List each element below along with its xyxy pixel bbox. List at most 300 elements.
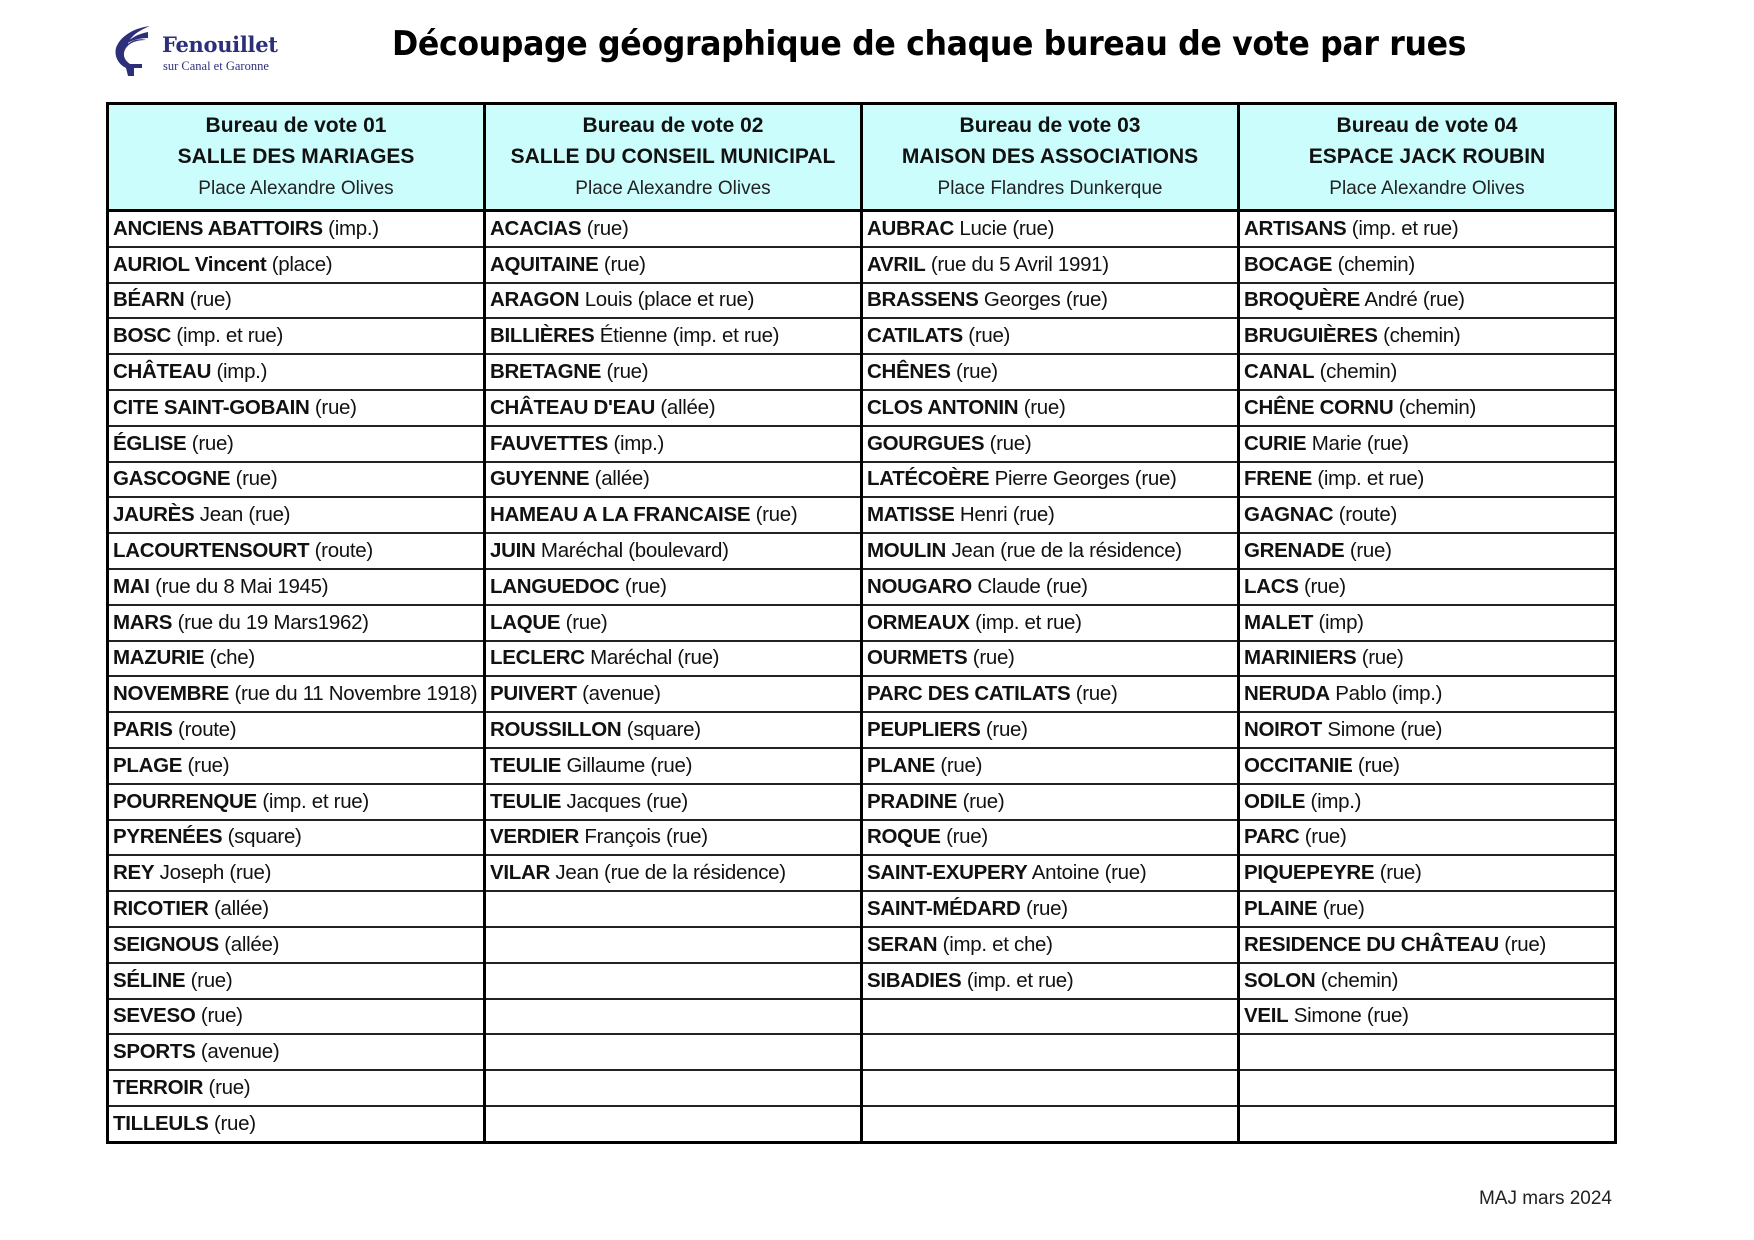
street-cell (108, 784, 485, 820)
table-body (108, 211, 1616, 1143)
street-type: (chemin) (1314, 360, 1397, 384)
street-cell (862, 784, 1239, 820)
street-type: (rue) (182, 753, 230, 777)
street-name: BRASSENS (867, 288, 979, 312)
street-name: VERDIER (490, 825, 580, 849)
table-row (108, 1070, 1616, 1106)
street-cell (108, 641, 485, 677)
street-cell (485, 318, 862, 354)
street-name: GASCOGNE (113, 467, 231, 491)
street-name: SOLON (1244, 968, 1316, 992)
street-cell (1239, 999, 1616, 1035)
street-cell (1239, 354, 1616, 390)
street-cell (108, 927, 485, 963)
street-type: (rue) (1298, 574, 1346, 598)
street-name: POURRENQUE (113, 789, 257, 813)
bureau-header-1 (108, 104, 485, 211)
street-type: Joseph (rue) (154, 861, 272, 885)
street-cell (1239, 712, 1616, 748)
street-name: ROUSSILLON (490, 718, 622, 742)
street-name: NOIROT (1244, 718, 1322, 742)
street-type: (chemin) (1377, 324, 1461, 348)
street-type: (rue) (208, 1111, 256, 1135)
street-type: (rue) (967, 646, 1015, 670)
street-type: (rue) (934, 753, 983, 777)
street-name: REY (113, 861, 155, 885)
table-row (108, 891, 1616, 927)
street-cell (862, 247, 1239, 283)
street-cell (862, 318, 1239, 354)
street-cell (108, 462, 485, 498)
street-name: CURIE (1244, 431, 1307, 455)
street-name: SAINT-MÉDARD (867, 897, 1021, 921)
street-cell (485, 676, 862, 712)
street-type: (rue) (1020, 897, 1068, 921)
street-cell (1239, 247, 1616, 283)
street-name: SEIGNOUS (113, 932, 219, 956)
street-cell (485, 1034, 862, 1070)
street-cell (862, 462, 1239, 498)
logo-name: Fenouillet (162, 32, 278, 57)
street-cell (108, 569, 485, 605)
street-cell (1239, 855, 1616, 891)
street-cell (862, 641, 1239, 677)
street-cell (108, 1070, 485, 1106)
street-type: (rue du 5 Avril 1991) (925, 252, 1109, 276)
street-type: (imp. et che) (937, 932, 1053, 956)
street-cell (108, 605, 485, 641)
street-cell (1239, 426, 1616, 462)
street-cell (1239, 676, 1616, 712)
street-cell (1239, 891, 1616, 927)
street-name: BOCAGE (1244, 252, 1333, 276)
street-name: CANAL (1244, 360, 1315, 384)
street-cell (485, 820, 862, 856)
feather-logo-icon (112, 24, 156, 80)
street-cell (1239, 533, 1616, 569)
street-cell (485, 963, 862, 999)
street-cell (1239, 641, 1616, 677)
street-type: Simone (rue) (1321, 718, 1443, 742)
street-name: MALET (1244, 610, 1314, 634)
street-type: (rue) (598, 252, 646, 276)
street-cell (108, 497, 485, 533)
street-cell (108, 426, 485, 462)
street-type: André (rue) (1360, 288, 1465, 312)
street-type: (rue) (962, 324, 1011, 348)
table-row (108, 963, 1616, 999)
street-type: (rue) (940, 825, 988, 849)
street-name: PLAGE (113, 753, 183, 777)
street-name: CITE SAINT-GOBAIN (113, 395, 310, 419)
street-name: SEVESO (113, 1004, 196, 1028)
street-name: LAQUE (490, 610, 561, 634)
table-row (108, 605, 1616, 641)
bureau-location: MAISON DES ASSOCIATIONS (901, 144, 1199, 168)
street-cell (485, 426, 862, 462)
street-name: SÉLINE (113, 968, 186, 992)
street-name: AURIOL Vincent (113, 252, 267, 276)
street-cell (108, 354, 485, 390)
street-name: NOUGARO (867, 574, 972, 598)
street-type: Jean (rue) (194, 503, 291, 527)
table-row (108, 247, 1616, 283)
street-type: (square) (222, 825, 302, 849)
street-name: GRENADE (1244, 539, 1345, 563)
street-name: RICOTIER (113, 897, 209, 921)
street-name: JUIN (490, 539, 536, 563)
street-type: (rue) (560, 610, 608, 634)
street-cell (1239, 211, 1616, 247)
street-cell (862, 748, 1239, 784)
street-type: Claude (rue) (971, 574, 1088, 598)
street-type: (route) (172, 718, 237, 742)
street-type: (che) (204, 646, 255, 670)
street-cell (485, 712, 862, 748)
street-cell (108, 891, 485, 927)
street-cell (485, 748, 862, 784)
street-name: PIQUEPEYRE (1244, 861, 1375, 885)
street-name: MARINIERS (1244, 646, 1357, 670)
street-name: PARC (1244, 825, 1300, 849)
street-name: VILAR (490, 861, 551, 885)
street-cell (862, 820, 1239, 856)
street-name: MATISSE (867, 503, 955, 527)
table-row (108, 641, 1616, 677)
table-row (108, 855, 1616, 891)
bureau-location: ESPACE JACK ROUBIN (1308, 144, 1546, 168)
street-name: PUIVERT (490, 682, 577, 706)
street-type: (imp. et rue) (969, 610, 1082, 634)
street-cell (1239, 390, 1616, 426)
street-name: BRETAGNE (490, 360, 602, 384)
street-cell (862, 927, 1239, 963)
street-type: (rue) (1299, 825, 1347, 849)
table-row (108, 784, 1616, 820)
street-type: Jacques (rue) (561, 789, 688, 813)
bureau-address: Place Flandres Dunkerque (937, 177, 1163, 199)
street-name: ANCIENS ABATTOIRS (113, 216, 323, 240)
table-row (108, 283, 1616, 319)
street-cell (108, 283, 485, 319)
table-row (108, 927, 1616, 963)
street-type: Antoine (rue) (1027, 861, 1147, 885)
table-row (108, 1034, 1616, 1070)
street-cell (108, 712, 485, 748)
street-type: Maréchal (boulevard) (535, 539, 729, 563)
street-cell (862, 569, 1239, 605)
street-name: SPORTS (113, 1040, 196, 1064)
street-name: TERROIR (113, 1076, 204, 1100)
street-type: (chemin) (1332, 252, 1415, 276)
street-name: ODILE (1244, 789, 1306, 813)
table-row (108, 712, 1616, 748)
street-type: (rue du 11 Novembre 1918) (229, 682, 478, 706)
street-cell (485, 605, 862, 641)
street-cell (485, 462, 862, 498)
logo-subtitle: sur Canal et Garonne (163, 59, 269, 73)
polling-stations-table (106, 102, 1617, 1144)
street-type: Marie (rue) (1306, 431, 1409, 455)
street-cell (862, 354, 1239, 390)
bureau-header-3 (862, 104, 1239, 211)
street-name: LACOURTENSOURT (113, 539, 310, 563)
street-cell (485, 784, 862, 820)
street-cell (485, 927, 862, 963)
street-cell (108, 963, 485, 999)
street-name: HAMEAU A LA FRANCAISE (490, 503, 751, 527)
street-cell (108, 820, 485, 856)
street-cell (108, 533, 485, 569)
street-cell (108, 748, 485, 784)
street-cell (1239, 927, 1616, 963)
street-type: (route) (309, 539, 373, 563)
street-type: (rue) (1498, 932, 1547, 956)
street-type: François (rue) (579, 825, 708, 849)
bureau-location: SALLE DU CONSEIL MUNICIPAL (510, 144, 836, 168)
street-name: CATILATS (867, 324, 963, 348)
street-name: OCCITANIE (1244, 753, 1353, 777)
street-name: SIBADIES (867, 968, 962, 992)
street-cell (1239, 318, 1616, 354)
table-row (108, 533, 1616, 569)
street-name: ORMEAUX (867, 610, 970, 634)
street-cell (862, 390, 1239, 426)
update-date: MAJ mars 2024 (1478, 1188, 1612, 1209)
street-type: (rue) (184, 288, 232, 312)
street-type: (avenue) (576, 682, 661, 706)
bureau-address: Place Alexandre Olives (575, 177, 771, 199)
street-name: MARS (113, 610, 173, 634)
street-cell (108, 855, 485, 891)
page-title: Découpage géographique de chaque bureau de vote par rues (392, 24, 1467, 64)
street-name: PYRENÉES (113, 825, 223, 849)
table-row (108, 676, 1616, 712)
street-name: BRUGUIÈRES (1244, 324, 1378, 348)
street-name: TILLEULS (113, 1111, 209, 1135)
street-name: OURMETS (867, 646, 968, 670)
street-cell (108, 1106, 485, 1142)
street-type: (allée) (208, 897, 269, 921)
street-cell (485, 641, 862, 677)
street-type: (rue) (203, 1076, 251, 1100)
street-cell (862, 497, 1239, 533)
street-cell (1239, 497, 1616, 533)
street-type: (rue) (957, 789, 1005, 813)
street-type: (rue) (309, 395, 357, 419)
table-row (108, 426, 1616, 462)
street-name: ACACIAS (490, 216, 582, 240)
street-type: (rue) (230, 467, 278, 491)
street-type: (allée) (589, 467, 650, 491)
street-cell (1239, 569, 1616, 605)
street-type: (rue) (1344, 539, 1392, 563)
street-cell (862, 426, 1239, 462)
street-type: (imp.) (608, 431, 665, 455)
street-type: (rue) (1374, 861, 1422, 885)
bureau-number: Bureau de vote 01 (205, 113, 387, 137)
table-row (108, 462, 1616, 498)
street-name: BOSC (113, 324, 172, 348)
street-type: Louis (place et rue) (579, 288, 755, 312)
street-type: Henri (rue) (954, 503, 1055, 527)
street-type: (imp. et rue) (1346, 216, 1459, 240)
street-type: Étienne (imp. et rue) (594, 324, 780, 348)
street-type: (rue) (1070, 682, 1118, 706)
street-cell (485, 247, 862, 283)
street-type: (imp. et rue) (961, 968, 1074, 992)
street-name: AUBRAC (867, 216, 955, 240)
bureau-address: Place Alexandre Olives (1329, 177, 1525, 199)
street-type: (rue du 19 Mars1962) (172, 610, 369, 634)
street-cell (862, 283, 1239, 319)
street-type: (rue) (1018, 395, 1066, 419)
street-name: GOURGUES (867, 431, 985, 455)
street-name: CHÂTEAU (113, 360, 212, 384)
street-name: GAGNAC (1244, 503, 1334, 527)
street-cell (485, 1106, 862, 1142)
bureau-location: SALLE DES MARIAGES (177, 144, 415, 168)
street-name: BÉARN (113, 288, 185, 312)
bureau-number: Bureau de vote 04 (1336, 113, 1518, 137)
street-cell (108, 676, 485, 712)
street-type: Gillaume (rue) (561, 753, 693, 777)
street-cell (1239, 1034, 1616, 1070)
street-type: (imp. et rue) (256, 789, 369, 813)
street-cell (485, 1070, 862, 1106)
street-type: (rue) (195, 1004, 243, 1028)
street-type: (square) (621, 718, 701, 742)
bureau-header-2 (485, 104, 862, 211)
street-name: TEULIE (490, 753, 562, 777)
street-name: TEULIE (490, 789, 562, 813)
street-cell (485, 211, 862, 247)
street-cell (862, 533, 1239, 569)
table-row (108, 390, 1616, 426)
street-cell (485, 283, 862, 319)
street-name: LECLERC (490, 646, 585, 670)
street-name: PRADINE (867, 789, 958, 813)
street-name: NERUDA (1244, 682, 1330, 706)
street-name: PARIS (113, 718, 173, 742)
street-cell (108, 318, 485, 354)
street-type: (rue) (950, 360, 998, 384)
street-name: JAURÈS (113, 503, 195, 527)
street-type: Maréchal (rue) (584, 646, 720, 670)
street-type: (imp) (1313, 610, 1364, 634)
street-type: (allée) (654, 395, 716, 419)
table-row (108, 1106, 1616, 1142)
street-type: (imp. et rue) (1311, 467, 1424, 491)
table-row (108, 318, 1616, 354)
table-row (108, 820, 1616, 856)
street-name: CHÊNES (867, 360, 951, 384)
street-type: (rue) (619, 574, 667, 598)
street-cell (862, 1034, 1239, 1070)
street-name: BROQUÈRE (1244, 288, 1361, 312)
street-cell (862, 999, 1239, 1035)
street-name: LANGUEDOC (490, 574, 620, 598)
street-name: ARTISANS (1244, 216, 1347, 240)
street-name: CLOS ANTONIN (867, 395, 1019, 419)
street-name: ARAGON (490, 288, 580, 312)
table-row (108, 569, 1616, 605)
street-name: ROQUE (867, 825, 941, 849)
street-type: (imp.) (322, 216, 379, 240)
street-cell (862, 855, 1239, 891)
street-name: LACS (1244, 574, 1299, 598)
street-cell (862, 712, 1239, 748)
street-cell (485, 569, 862, 605)
street-type: (rue) (601, 360, 649, 384)
street-cell (485, 999, 862, 1035)
street-name: FAUVETTES (490, 431, 609, 455)
street-cell (485, 855, 862, 891)
street-cell (1239, 784, 1616, 820)
street-cell (485, 497, 862, 533)
street-name: PLAINE (1244, 897, 1318, 921)
bureau-header-4 (1239, 104, 1616, 211)
street-cell (108, 1034, 485, 1070)
street-type: (rue) (186, 431, 234, 455)
street-cell (108, 211, 485, 247)
street-name: MAZURIE (113, 646, 205, 670)
street-type: (rue du 8 Mai 1945) (149, 574, 329, 598)
street-cell (862, 1106, 1239, 1142)
table-header-row (108, 104, 1616, 211)
street-name: PARC DES CATILATS (867, 682, 1071, 706)
street-name: NOVEMBRE (113, 682, 230, 706)
street-type: (rue) (1317, 897, 1365, 921)
street-type: (rue) (185, 968, 233, 992)
table-row (108, 497, 1616, 533)
street-cell (1239, 283, 1616, 319)
street-cell (862, 676, 1239, 712)
table-row (108, 211, 1616, 247)
street-name: PEUPLIERS (867, 718, 981, 742)
street-type: (rue) (980, 718, 1028, 742)
street-type: Simone (rue) (1288, 1004, 1409, 1028)
street-cell (1239, 1070, 1616, 1106)
street-cell (108, 390, 485, 426)
street-cell (485, 354, 862, 390)
street-cell (485, 390, 862, 426)
street-type: (chemin) (1315, 968, 1399, 992)
street-cell (862, 605, 1239, 641)
bureau-address: Place Alexandre Olives (198, 177, 394, 199)
street-type: Georges (rue) (978, 288, 1108, 312)
street-cell (1239, 605, 1616, 641)
fenouillet-logo (112, 24, 292, 80)
street-name: SERAN (867, 932, 938, 956)
street-cell (862, 963, 1239, 999)
street-type: Pierre Georges (rue) (989, 467, 1177, 491)
street-cell (862, 891, 1239, 927)
street-cell (1239, 1106, 1616, 1142)
street-cell (1239, 820, 1616, 856)
street-name: CHÊNE CORNU (1244, 395, 1394, 419)
table-row (108, 354, 1616, 390)
street-cell (862, 1070, 1239, 1106)
table-row (108, 999, 1616, 1035)
street-name: GUYENNE (490, 467, 590, 491)
street-type: (imp.) (1305, 789, 1362, 813)
table-row (108, 748, 1616, 784)
street-cell (485, 533, 862, 569)
street-cell (1239, 748, 1616, 784)
street-type: (rue) (1352, 753, 1400, 777)
street-type: (imp.) (211, 360, 268, 384)
